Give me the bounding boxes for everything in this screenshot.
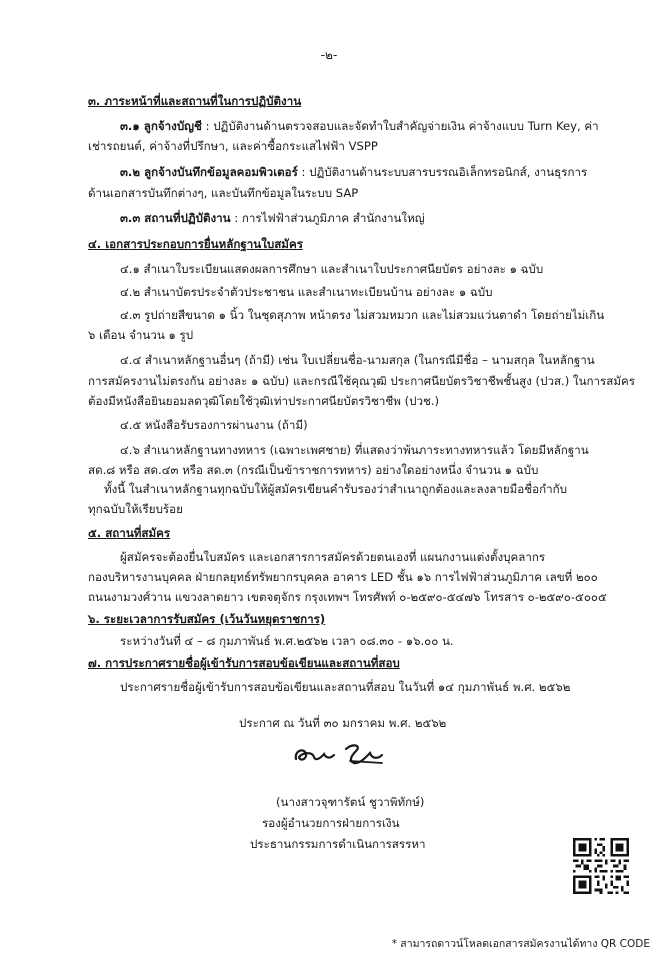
section5-line2: กองบริหารงานบุคคล ฝ่ายกลยุทธ์ทรัพยากรบุคคล อาคาร LED ชั้น ๑๖ การไฟฟ้าส่วนภูมิภาค เลขที่ ๒๐๐: [88, 570, 598, 584]
signatory-position-2: ประธานกรรมการดำเนินการสรรหา: [250, 837, 426, 851]
section3-item3-text: : การไฟฟ้าส่วนภูมิภาค สำนักงานใหญ่: [230, 211, 425, 225]
section3-heading: ๓. ภาระหน้าที่และสถานที่ในการปฏิบัติงาน: [88, 94, 302, 108]
section4-item5: ๔.๕ หนังสือรับรองการผ่านงาน (ถ้ามี): [120, 418, 308, 432]
section4-item4-line2: การสมัครงานไม่ตรงกัน อย่างละ ๑ ฉบับ) และกรณีใช้คุณวุฒิ ประกาศนียบัตรวิชาชีพชั้นสูง (ปวส.) ในการสมัคร: [88, 374, 635, 388]
section4-heading: ๔. เอกสารประกอบการยื่นหลักฐานใบสมัคร: [88, 237, 303, 251]
section4-item2: ๔.๒ สำเนาบัตรประจำตัวประชาชน และสำเนาทะเบียนบ้าน อย่างละ ๑ ฉบับ: [120, 285, 493, 299]
section4-item3-line1: ๔.๓ รูปถ่ายสีขนาด ๑ นิ้ว ในชุดสุภาพ หน้าตรง ไม่สวมหมวก และไม่สวมแว่นตาดำ โดยถ่ายไม่เกิน: [120, 308, 605, 322]
section4-item3-line2: ๖ เดือน จำนวน ๑ รูป: [88, 328, 194, 342]
section4-item4-line3: ต้องมีหนังสือยินยอมลดวุฒิโดยใช้วุฒิเท่าประกาศนียบัตรวิชาชีพ (ปวช.): [88, 394, 440, 408]
section4-note-line1: ทั้งนี้ ในสำเนาหลักฐานทุกฉบับให้ผู้สมัครเขียนคำรับรองว่าสำเนาถูกต้องและลงลายมือชื่อกำกับ: [104, 482, 567, 496]
section3-item1-line1: [120, 118, 599, 134]
signatory-position-1: รองผู้อำนวยการฝ่ายการเงิน: [262, 816, 400, 830]
section3-item2-line1: [120, 164, 587, 180]
signatory-name: (นางสาวจุฑารัตน์ ชูวาพิทักษ์): [276, 795, 425, 809]
section4-item6-line2: สด.๘ หรือ สด.๔๓ หรือ สด.๓ (กรณีเป็นข้าราชการทหาร) อย่างใดอย่างหนึ่ง จำนวน ๑ ฉบับ: [88, 463, 539, 477]
section3-item3-label: ๓.๓ สถานที่ปฏิบัติงาน: [120, 211, 231, 225]
section3-item1-label: ๓.๑ ลูกจ้างบัญชี: [120, 119, 202, 133]
section3-item1-line2: เช่ารถยนต์, ค่าจ้างที่ปรึกษา, และค่าซื้อกระแสไฟฟ้า VSPP: [88, 139, 378, 153]
section3-item2-text: : ปฏิบัติงานด้านระบบสารบรรณอิเล็กทรอนิกส์, งานธุรการ: [297, 165, 588, 179]
section6-line1: ระหว่างวันที่ ๔ – ๘ กุมภาพันธ์ พ.ศ.๒๕๖๒ เวลา ๐๘.๓๐ - ๑๖.๐๐ น.: [120, 634, 454, 648]
section6-heading: ๖. ระยะเวลาการรับสมัคร (เว้นวันหยุดราชการ): [88, 612, 326, 626]
qr-code-icon: [573, 838, 629, 894]
signature-image: [290, 737, 390, 771]
section7-line1: ประกาศรายชื่อผู้เข้ารับการสอบข้อเขียนและสถานที่สอบ ในวันที่ ๑๔ กุมภาพันธ์ พ.ศ. ๒๕๖๒: [120, 680, 571, 694]
section4-item4-line1: ๔.๔ สำเนาหลักฐานอื่นๆ (ถ้ามี) เช่น ใบเปลี่ยนชื่อ-นามสกุล (ในกรณีมีชื่อ – นามสกุล ในหลักฐาน: [120, 353, 595, 367]
section4-item1: ๔.๑ สำเนาใบระเบียนแสดงผลการศึกษา และสำเนาใบประกาศนียบัตร อย่างละ ๑ ฉบับ: [120, 262, 544, 276]
section4-note-line2: ทุกฉบับให้เรียบร้อย: [88, 502, 183, 516]
section3-item2-line2: ด้านเอกสารบันทึกต่างๆ, และบันทึกข้อมูลในระบบ SAP: [88, 186, 359, 200]
announce-date: ประกาศ ณ วันที่ ๓๐ มกราคม พ.ศ. ๒๕๖๒: [239, 716, 447, 730]
section5-heading: ๕. สถานที่สมัคร: [88, 526, 171, 540]
section3-item1-text: : ปฏิบัติงานด้านตรวจสอบและจัดทำใบสำคัญจ่ายเงิน ค่าจ้างแบบ Turn Key, ค่า: [201, 119, 599, 133]
section5-line3: ถนนงามวงศ์วาน แขวงลาดยาว เขตจตุจักร กรุงเทพฯ โทรศัพท์ ๐-๒๕๙๐-๕๔๗๖ โทรสาร ๐-๒๕๙๐-๕๐๐๕: [88, 590, 607, 604]
section4-item6-line1: ๔.๖ สำเนาหลักฐานทางทหาร (เฉพาะเพศชาย) ที่แสดงว่าพ้นภาระทางทหารแล้ว โดยมีหลักฐาน: [120, 443, 589, 457]
page-number: -๒-: [320, 48, 338, 62]
section3-item2-label: ๓.๒ ลูกจ้างบันทึกข้อมูลคอมพิวเตอร์: [120, 165, 298, 179]
section7-heading: ๗. การประกาศรายชื่อผู้เข้ารับการสอบข้อเขียนและสถานที่สอบ: [88, 656, 400, 670]
section3-item3-line: [120, 210, 425, 226]
section5-line1: ผู้สมัครจะต้องยื่นใบสมัคร และเอกสารการสมัครด้วยตนเองที่ แผนกงานแต่งตั้งบุคลากร: [120, 550, 546, 564]
qr-footnote: * สามารถดาวน์โหลดเอกสารสมัครงานได้ทาง QR CODE: [391, 938, 650, 950]
